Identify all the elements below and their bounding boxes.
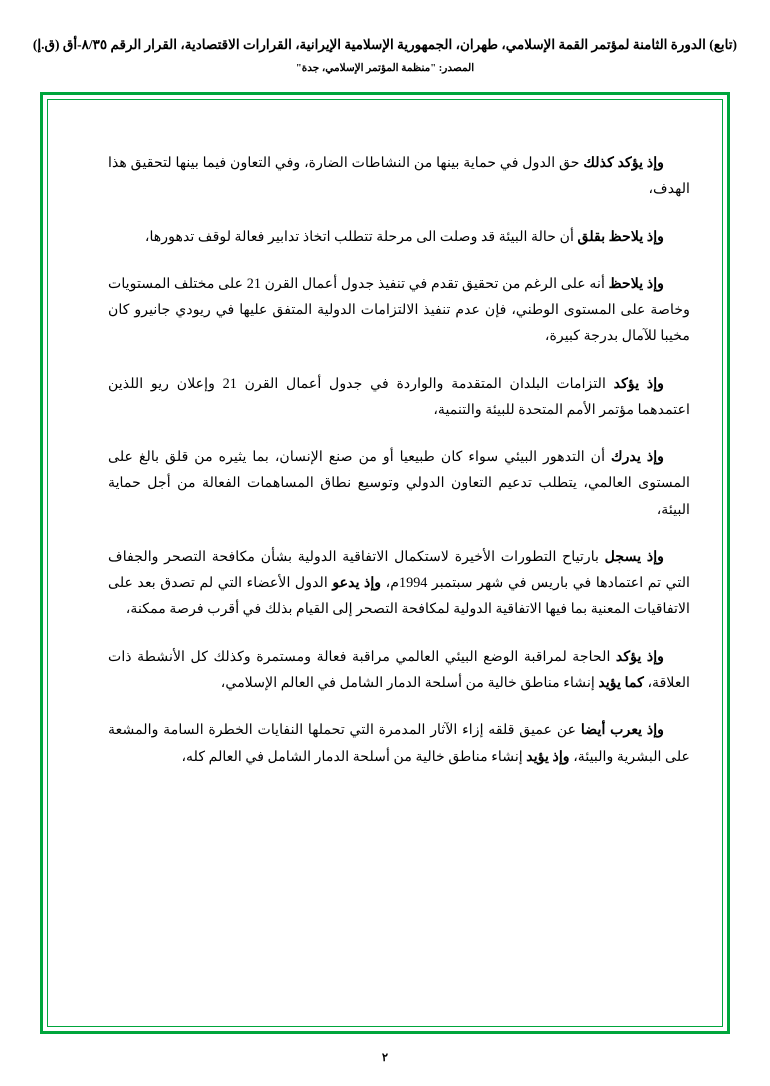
paragraph: [108, 644, 690, 697]
paragraph-text-secondary: إنشاء مناطق خالية من أسلحة الدمار الشامل في العالم كله،: [181, 748, 527, 765]
paragraph-lead: وإذ يؤكد: [615, 648, 664, 665]
paragraph: [108, 544, 690, 623]
header-source: المصدر: "منظمة المؤتمر الإسلامي، جدة": [295, 62, 475, 74]
paragraph-text: بارتياح التطورات الأخيرة لاستكمال الاتفاقية الدولية بشأن مكافحة التصحر والجفاف التي تم اعتمادها في باريس في شهر سبتمبر 1994م،: [108, 548, 690, 592]
paragraph-lead-secondary: وإذ يدعو: [332, 575, 382, 592]
page-number: ٢: [381, 1052, 389, 1064]
page-header: [0, 36, 770, 77]
paragraph-text: أن التدهور البيئي سواء كان طبيعيا أو من صنع الإنسان، بما يثيره من قلق بالغ على المستوى العالمي، يتطلب تدعيم التعاون الدولي وتوسيع نطاق المساهمات الفعالة من أجل حماية البيئة،: [108, 449, 690, 518]
paragraph-lead: وإذ يلاحظ: [608, 275, 664, 292]
paragraph-lead: وإذ يدرك: [610, 449, 664, 466]
paragraph-lead: وإذ يعرب أيضا: [580, 722, 664, 739]
paragraph-text: أن حالة البيئة قد وصلت الى مرحلة تتطلب اتخاذ تدابير فعالة لوقف تدهورها،: [144, 228, 578, 245]
paragraph-text: أنه على الرغم من تحقيق تقدم في تنفيذ جدول أعمال القرن 21 على مختلف المستويات وخاصة على المستوى الوطني، فإن عدم تنفيذ الالتزامات الدولية المتفق عليها في ريودي جانيرو كان مخيبا للآمال بدرجة كبيرة،: [108, 275, 690, 345]
paragraph-text: التزامات البلدان المتقدمة والواردة في جدول أعمال القرن 21 وإعلان ريو اللذين اعتمدهما مؤتمر الأمم المتحدة للبيئة والتنمية،: [108, 375, 690, 418]
paragraph: [108, 717, 690, 770]
paragraph-lead: وإذ يسجل: [604, 548, 664, 565]
header-title: (تابع) الدورة الثامنة لمؤتمر القمة الإسلامي، طهران، الجمهورية الإسلامية الإيرانية، القرارات الاقتصادية، القرار الرقم ٨/٣٥-أق (ق.إ): [32, 37, 738, 52]
paragraph: [108, 224, 690, 250]
paragraph-lead: وإذ يؤكد كذلك: [583, 155, 664, 171]
paragraph: [108, 271, 690, 350]
paragraph-lead: وإذ يؤكد: [613, 375, 665, 392]
paragraph: [108, 150, 690, 203]
paragraph-lead: وإذ يلاحظ بقلق: [577, 228, 664, 245]
paragraph-text: حق الدول في حماية بينها من النشاطات الضارة، وفي التعاون فيما بينها لتحقيق هذا الهدف،: [108, 155, 690, 198]
paragraph-lead-secondary: وإذ يؤيد: [526, 748, 570, 765]
paragraph: [108, 371, 690, 424]
paragraph-text-secondary: الدول الأعضاء التي لم تصدق بعد على الاتفاقيات المعنية بما فيها الاتفاقية الدولية لمكافحة التصحر إلى القيام بذلك في أقرب فرصة ممكنة،: [108, 575, 690, 618]
paragraph-text-secondary: إنشاء مناطق خالية من أسلحة الدمار الشامل في العالم الإسلامي،: [220, 674, 599, 691]
paragraph-lead-secondary: كما يؤيد: [598, 674, 644, 691]
paragraph-text: الحاجة لمراقبة الوضع البيئي العالمي مراقبة فعالة ومستمرة وكذلك كل الأنشطة ذات العلاقة،: [108, 648, 690, 691]
document-body: [0, 150, 770, 770]
paragraph-text: عن عميق قلقه إزاء الآثار المدمرة التي تحملها النفايات الخطرة السامة والمشعة على البشرية والبيئة،: [108, 722, 690, 765]
paragraph: [108, 444, 690, 523]
